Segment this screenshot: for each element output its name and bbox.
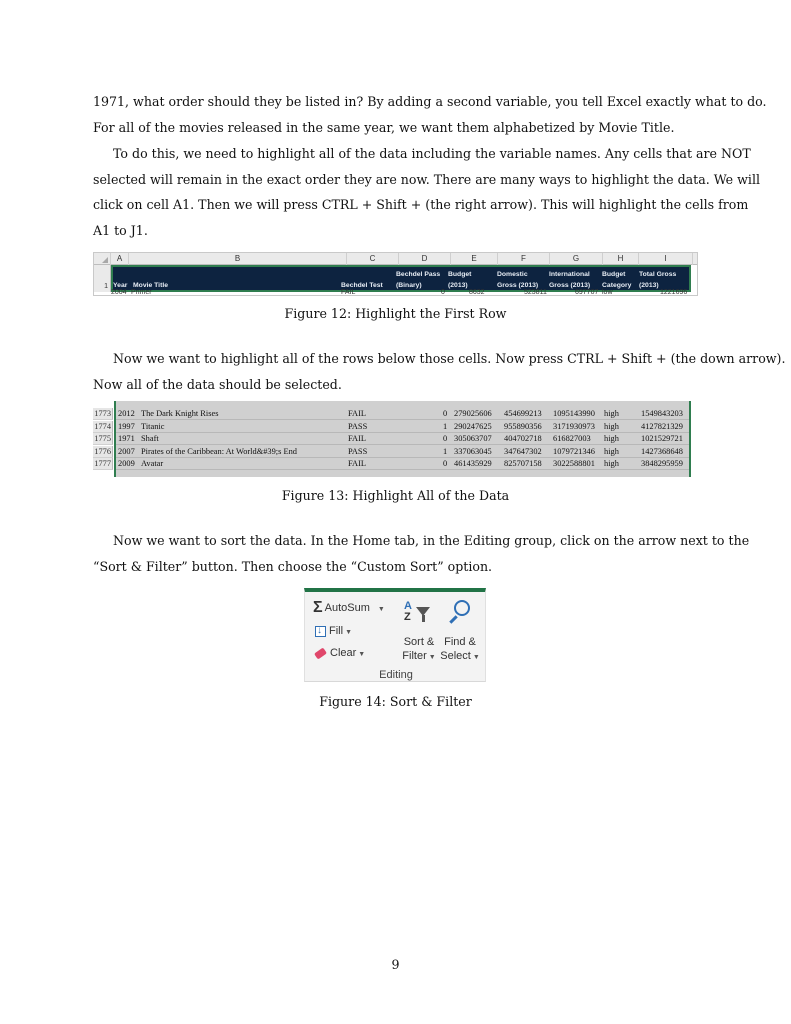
row-header[interactable]: 1: [94, 265, 111, 292]
cell-cat: high: [604, 459, 619, 468]
header-budget-category: Budget: [602, 271, 626, 278]
header-budget-category: Category: [602, 282, 632, 289]
header-budget: Budget: [448, 271, 472, 278]
column-header-bar: [94, 253, 697, 265]
clear-label: Clear: [330, 647, 357, 659]
text-line: A1 to J1.: [93, 222, 148, 238]
table-row[interactable]: [116, 458, 689, 470]
dropdown-arrow-icon[interactable]: ▼: [358, 651, 366, 658]
header-bechdel-pass: Bechdel Pass: [396, 271, 441, 278]
find-select-button[interactable]: [440, 635, 480, 665]
sort-filter-button[interactable]: [401, 635, 437, 665]
text-line: 1971, what order should they be listed in? By adding a second variable, you tell Excel exactly what to do.: [93, 94, 767, 109]
header-total-gross: Total Gross: [639, 271, 677, 278]
cell-year: 2007: [118, 446, 135, 456]
figure12-spreadsheet: [93, 252, 698, 296]
cell-dom: 825707158: [504, 459, 542, 468]
row-header[interactable]: 1777: [94, 459, 111, 468]
highlighted-header-row[interactable]: [111, 265, 691, 292]
table-row[interactable]: [116, 433, 689, 445]
paragraph-highlight-instructions: [93, 141, 760, 243]
cell-intl: 616827003: [553, 434, 591, 443]
cell-dom: 955890356: [504, 421, 542, 431]
column-header[interactable]: A: [111, 253, 129, 265]
cell-cat: high: [604, 409, 619, 418]
header-domestic-gross: Domestic: [497, 271, 528, 278]
autosum-label: AutoSum: [324, 602, 370, 614]
cell-title: The Dark Knight Rises: [141, 409, 219, 418]
cell: 1221696: [660, 289, 688, 296]
page-number: 9: [391, 957, 400, 972]
cell-budget: 337063045: [454, 446, 492, 456]
find-select-label: Select: [440, 650, 471, 662]
text-line: For all of the movies released in the same year, we want them alphabetized by Movie Title.: [93, 119, 675, 135]
table-row[interactable]: [116, 421, 689, 433]
text-line: “Sort & Filter” button. Then choose the “Custom Sort” option.: [93, 558, 493, 574]
editing-ribbon-group: [304, 588, 486, 682]
row-header[interactable]: 1776: [94, 446, 111, 456]
find-select-label: Find &: [444, 636, 476, 648]
column-header[interactable]: H: [603, 253, 639, 265]
cell-intl: 1079721346: [553, 446, 595, 456]
text-line: click on cell A1. Then we will press CTRL + Shift + (the right arrow). This will highlight the cells from: [93, 197, 749, 212]
header-domestic-gross: Gross (2013): [497, 282, 539, 289]
row-header[interactable]: 1775: [94, 434, 111, 443]
dropdown-arrow-icon[interactable]: ▼: [377, 606, 385, 613]
cropped-data-row: [111, 289, 697, 299]
header-total-gross: (2013): [639, 282, 659, 289]
cell-pass: 0: [443, 459, 448, 468]
clear-button[interactable]: [315, 646, 365, 662]
cell-title: Pirates of the Caribbean: At World&#39;s End: [141, 446, 297, 456]
cell: 0: [441, 289, 445, 296]
cell-dom: 454699213: [504, 409, 542, 418]
cell-pass: 0: [443, 409, 448, 418]
column-header[interactable]: F: [498, 253, 550, 265]
cell-year: 2012: [118, 409, 135, 418]
header-bechdel-pass: (Binary): [396, 282, 422, 289]
dropdown-arrow-icon[interactable]: ▼: [472, 654, 480, 661]
text-line: Now we want to sort the data. In the Home tab, in the Editing group, click on the arrow next to the: [113, 533, 750, 548]
cell-budget: 305063707: [454, 434, 492, 443]
cell: 697707: [575, 289, 599, 296]
group-label: Editing: [379, 669, 413, 681]
cell-cat: high: [604, 446, 619, 456]
figure13-caption: Figure 13: Highlight All of the Data: [281, 488, 510, 503]
text-line: Now all of the data should be selected.: [93, 376, 342, 392]
paragraph-sort-instructions: [93, 528, 750, 579]
cell-bechdel: PASS: [348, 446, 368, 456]
cell: FAIL: [341, 289, 356, 296]
cell-total: 1021529721: [641, 434, 683, 443]
cell-total: 1549843203: [641, 409, 683, 418]
eraser-icon: [314, 647, 327, 659]
column-header[interactable]: G: [550, 253, 603, 265]
cell: 523811: [524, 289, 547, 296]
cell-dom: 347647302: [504, 446, 542, 456]
cell: Primer: [131, 289, 152, 296]
sigma-icon: Σ: [313, 599, 323, 617]
cell: low: [602, 289, 613, 296]
cell: 8632: [469, 289, 485, 296]
cell-year: 2009: [118, 459, 135, 468]
column-header[interactable]: B: [129, 253, 347, 265]
row-header[interactable]: 1773: [94, 409, 111, 418]
select-all-corner[interactable]: [94, 253, 111, 265]
table-row[interactable]: [116, 408, 689, 420]
header-international-gross: Gross (2013): [549, 282, 591, 289]
cell-bechdel: FAIL: [348, 409, 366, 418]
header-year: Year: [113, 282, 128, 289]
cell-bechdel: PASS: [348, 421, 368, 431]
cell-intl: 3022588801: [553, 459, 595, 468]
cell-title: Avatar: [141, 459, 164, 468]
figure13-spreadsheet: [93, 401, 698, 476]
cell-year: 1971: [118, 434, 135, 443]
cell-total: 1427368648: [641, 446, 683, 456]
cell: 2004: [111, 289, 127, 296]
cell-bechdel: FAIL: [348, 434, 366, 443]
sort-filter-label: Sort &: [403, 636, 435, 648]
column-header[interactable]: E: [451, 253, 498, 265]
header-international-gross: International: [549, 271, 590, 278]
figure14-caption: Figure 14: Sort & Filter: [319, 694, 472, 709]
autosum-button[interactable]: [313, 601, 385, 617]
cell-cat: high: [604, 434, 619, 443]
table-row[interactable]: [116, 446, 689, 458]
header-budget: (2013): [448, 282, 468, 289]
dropdown-arrow-icon[interactable]: ▼: [428, 654, 436, 661]
cell-budget: 290247625: [454, 421, 492, 431]
dropdown-arrow-icon[interactable]: ▼: [345, 629, 352, 636]
cell-dom: 404702718: [504, 434, 542, 443]
fill-button[interactable]: [315, 624, 352, 640]
fill-label: Fill: [329, 625, 344, 637]
cell-budget: 461435929: [454, 459, 492, 468]
cell-cat: high: [604, 421, 619, 431]
cell-intl: 1095143990: [553, 409, 595, 418]
header-movie-title: Movie Title: [133, 282, 168, 289]
figure12-caption: Figure 12: Highlight the First Row: [284, 306, 507, 321]
sort-filter-label: Filter: [402, 650, 427, 662]
row-header[interactable]: 1774: [94, 421, 111, 431]
cell-title: Shaft: [141, 434, 159, 443]
sort-filter-icon[interactable]: A Z: [404, 601, 434, 629]
header-bechdel-test: Bechdel Test: [341, 282, 383, 289]
paragraph-select-rows: [93, 346, 786, 397]
column-header[interactable]: C: [347, 253, 399, 265]
text-line: Now we want to highlight all of the rows below those cells. Now press CTRL + Shift + (the down arrow).: [113, 351, 786, 366]
cell-pass: 1: [443, 446, 448, 456]
cell-bechdel: FAIL: [348, 459, 366, 468]
text-line: selected will remain in the exact order they are now. There are many ways to highlight the data. We will: [93, 171, 760, 187]
text-line: To do this, we need to highlight all of the data including the variable names. Any cells that are NOT: [113, 146, 751, 161]
cell-title: Titanic: [141, 421, 165, 431]
column-header[interactable]: I: [639, 253, 693, 265]
cell-budget: 279025606: [454, 409, 492, 418]
fill-down-icon: [315, 626, 326, 637]
cell-total: 3848295959: [641, 459, 683, 468]
cell-year: 1997: [118, 421, 135, 431]
magnifier-icon[interactable]: [446, 599, 474, 627]
cell-intl: 3171930973: [553, 421, 595, 431]
cell-total: 4127821329: [641, 421, 683, 431]
column-header[interactable]: D: [399, 253, 451, 265]
cell-pass: 1: [443, 421, 448, 431]
paragraph-intro: [93, 89, 767, 140]
cell-pass: 0: [443, 434, 448, 443]
